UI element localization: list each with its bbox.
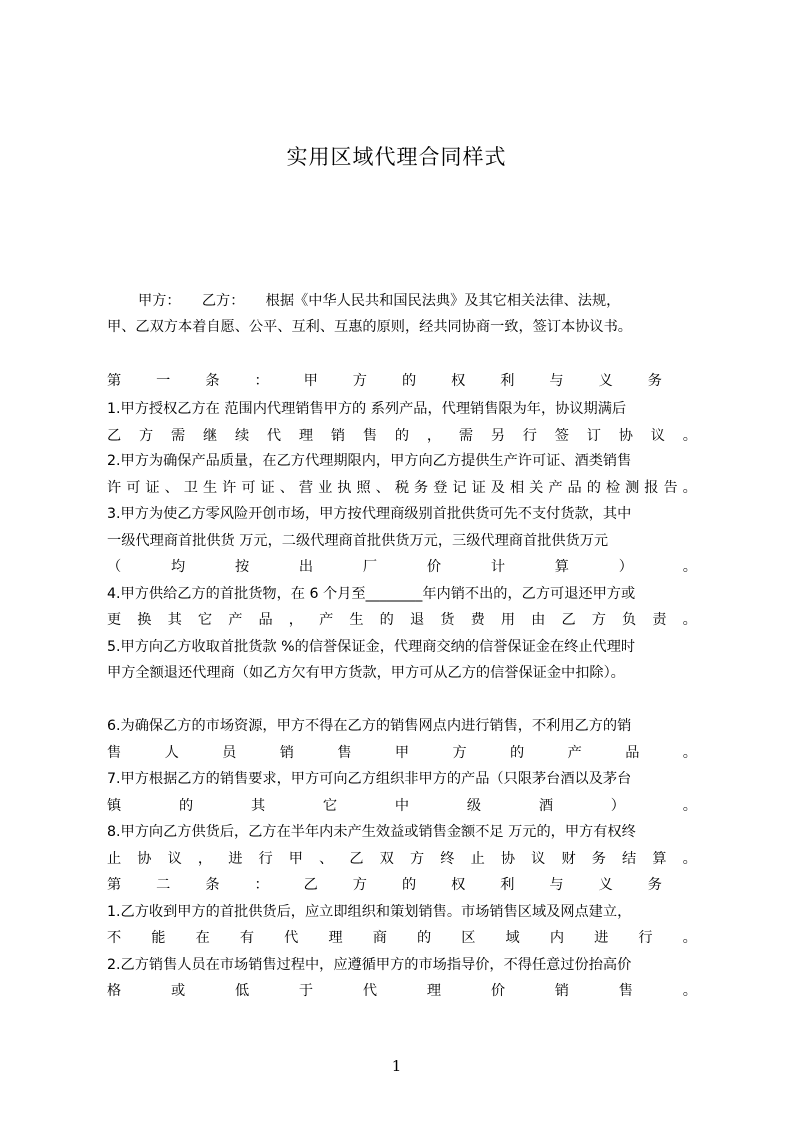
text-char: 。 [682, 983, 697, 999]
text-char: 利 [500, 373, 515, 389]
clause-line: 2.甲方为确保产品质量，在乙方代理期限内，甲方向乙方提供生产许可证、酒类销售 [107, 453, 632, 469]
text-char: 销 [279, 745, 294, 761]
text-char: 用 [500, 612, 516, 628]
text-char: 代 [266, 428, 282, 444]
text-char: 售 [107, 745, 122, 761]
text-char: 价 [426, 559, 442, 575]
document-title: 实用区域代理合同样式 [286, 145, 507, 169]
text-char: 的 [586, 480, 601, 496]
text-char: 第 [107, 877, 122, 893]
clause-line: 甲方全额退还代理商（如乙方欠有甲方货款，甲方可从乙方的信誉保证金中扣除）。 [107, 665, 625, 681]
text-char: 方 [138, 428, 154, 444]
text-char: 镇 [107, 798, 122, 814]
text-char: 测 [625, 480, 640, 496]
text-char: 证 [260, 480, 275, 496]
text-char: 于 [298, 983, 314, 999]
text-char: 的 [178, 798, 194, 814]
text-char: 能 [151, 930, 166, 946]
text-char: 、 [164, 480, 179, 496]
text-char: 。 [682, 428, 697, 444]
text-char: 代 [284, 930, 299, 946]
text-char: 照 [356, 480, 371, 496]
text-char: 与 [549, 373, 564, 389]
text-char: 产 [548, 480, 563, 496]
text-char: 销 [330, 428, 346, 444]
clause-line: 4.甲方供给乙方的首批货物，在 6 个月至________年内销不出的，乙方可退还甲方或 [107, 586, 636, 602]
clause-line [107, 926, 697, 950]
text-char: 议 [167, 851, 182, 867]
clause-line: 7.甲方根据乙方的销售要求，甲方可向乙方组织非甲方的产品（只限茅台酒以及茅台 [107, 771, 632, 787]
text-char: 格 [107, 983, 122, 999]
text-char: 人 [164, 745, 179, 761]
text-char: 终 [440, 851, 455, 867]
text-char: 方 [352, 877, 367, 893]
text-char: 务 [591, 851, 606, 867]
text-char: 销 [554, 983, 569, 999]
text-char: 议 [650, 428, 665, 444]
text-char: 的 [379, 612, 394, 628]
text-char: 品 [567, 480, 582, 496]
text-char: 负 [622, 612, 637, 628]
text-char: 行 [258, 851, 273, 867]
text-char: 中 [394, 798, 410, 814]
text-char: 品 [625, 745, 640, 761]
text-char: 它 [197, 612, 213, 628]
text-char: 执 [337, 480, 352, 496]
text-char: 退 [409, 612, 425, 628]
text-char: 检 [605, 480, 621, 496]
text-char: 证 [145, 480, 160, 496]
text-char: 进 [594, 930, 609, 946]
text-char: 止 [107, 851, 122, 867]
clause-line: 8.甲方向乙方供货后，乙方在半年内未产生效益或销售金额不足 万元的，甲方有权终 [107, 824, 636, 840]
text-char: 、 [279, 480, 294, 496]
text-char: 。 [682, 930, 697, 946]
text-char: 生 [349, 612, 364, 628]
text-char: 或 [170, 983, 186, 999]
text-char: 售 [362, 428, 378, 444]
text-char: 、 [319, 851, 334, 867]
clause-line [107, 979, 697, 1003]
text-char: 关 [529, 480, 544, 496]
clause-line [107, 476, 697, 500]
text-char: 财 [561, 851, 576, 867]
text-char: 费 [470, 612, 485, 628]
text-char: 相 [509, 480, 525, 496]
clause-line [107, 794, 697, 818]
text-char: 继 [202, 428, 218, 444]
text-char: （ [107, 559, 122, 575]
clause-line [107, 555, 697, 579]
text-char: 由 [531, 612, 546, 628]
text-char: ， [426, 428, 442, 444]
text-char: 甲 [394, 745, 410, 761]
text-char: 厂 [362, 559, 378, 575]
text-char: 乙 [561, 612, 576, 628]
clause-line [107, 847, 697, 871]
article-1-heading [107, 369, 697, 393]
text-char: 许 [222, 480, 237, 496]
text-char: 。 [682, 480, 697, 496]
text-char: 域 [505, 930, 520, 946]
text-char: 按 [234, 559, 250, 575]
text-char: 方 [591, 612, 606, 628]
text-char: 理 [328, 930, 343, 946]
text-char: 需 [458, 428, 474, 444]
text-char: 不 [107, 930, 122, 946]
text-char: 协 [500, 851, 516, 867]
text-char: 内 [549, 930, 565, 946]
text-char: 务 [414, 480, 429, 496]
text-char: 其 [167, 612, 182, 628]
clause-line [107, 741, 697, 765]
text-char: 营 [298, 480, 314, 496]
text-char: 产 [228, 612, 243, 628]
text-char: 。 [682, 798, 697, 814]
clause-line: 6.为确保乙方的市场资源，甲方不得在乙方的销售网点内进行销售，不利用乙方的销 [107, 718, 632, 734]
text-char: 义 [598, 877, 613, 893]
text-char: 签 [554, 428, 569, 444]
clause-line: 1.乙方收到甲方的首批供货后，应立即组织和策划销售。市场销售区域及网点建立， [107, 904, 632, 920]
text-char: 方 [409, 851, 425, 867]
text-char: 酒 [538, 798, 554, 814]
text-char: 其 [250, 798, 266, 814]
preamble-line: 甲方： 乙方： 根据《中华人民共和国民法典》及其它相关法律、法规， [138, 293, 621, 309]
text-char: 。 [682, 851, 697, 867]
text-char: 售 [618, 983, 633, 999]
text-char: 另 [490, 428, 506, 444]
text-char: 议 [531, 851, 546, 867]
text-char: 商 [372, 930, 387, 946]
text-char: 甲 [288, 851, 303, 867]
page-number: 1 [391, 1057, 402, 1075]
text-char: 计 [490, 559, 506, 575]
text-char: 二 [156, 877, 171, 893]
text-char: 甲 [303, 373, 318, 389]
text-char: 证 [471, 480, 486, 496]
text-char: 权 [451, 877, 466, 893]
text-char: 条 [205, 877, 220, 893]
text-char: 及 [490, 480, 505, 496]
text-char: 许 [107, 480, 122, 496]
clause-line: 2.乙方销售人员在市场销售过程中，应遵循甲方的市场指导价，不得任意过份抬高价 [107, 957, 632, 973]
text-char: 代 [362, 983, 378, 999]
text-char: 乙 [107, 428, 122, 444]
clause-line [107, 424, 697, 448]
text-char: 在 [195, 930, 210, 946]
text-char: 行 [522, 428, 537, 444]
text-char: 理 [298, 428, 314, 444]
text-char: ） [610, 798, 625, 814]
text-char: 与 [549, 877, 564, 893]
text-char: 的 [510, 745, 525, 761]
text-char: 双 [379, 851, 394, 867]
text-char: 续 [234, 428, 250, 444]
text-char: 货 [440, 612, 455, 628]
text-char: 售 [337, 745, 352, 761]
text-char: 乙 [303, 877, 318, 893]
text-char: 需 [170, 428, 186, 444]
text-char: 记 [452, 480, 467, 496]
text-char: 均 [170, 559, 186, 575]
text-char: 员 [222, 745, 237, 761]
text-char: 产 [319, 612, 334, 628]
text-char: 条 [205, 373, 220, 389]
clause-line: 5.甲方向乙方收取首批货款 %的信誉保证金，代理商交纳的信誉保证金在终止代理时 [107, 639, 636, 655]
text-char: 它 [322, 798, 338, 814]
text-char: 区 [461, 930, 476, 946]
text-char: 进 [228, 851, 243, 867]
text-char: 的 [394, 428, 410, 444]
text-char: 止 [470, 851, 485, 867]
text-char: 理 [426, 983, 442, 999]
text-char: 利 [500, 877, 515, 893]
text-char: 协 [137, 851, 152, 867]
text-char: 有 [239, 930, 255, 946]
text-char: 订 [586, 428, 601, 444]
text-char: 义 [598, 373, 613, 389]
clause-line: 3.甲方为使乙方零风险开创市场，甲方按代理商级别首批供货可先不支付货款，其中 [107, 506, 632, 522]
text-char: 。 [682, 745, 697, 761]
text-char: ： [254, 373, 269, 389]
text-char: 务 [647, 877, 662, 893]
text-char: ） [618, 559, 633, 575]
text-char: 的 [416, 930, 432, 946]
text-char: 算 [554, 559, 569, 575]
text-char: 品 [258, 612, 273, 628]
text-char: 税 [394, 480, 410, 496]
text-char: 级 [466, 798, 482, 814]
text-char: 务 [647, 373, 662, 389]
text-char: 价 [490, 983, 506, 999]
text-char: 方 [352, 373, 367, 389]
text-char: ： [254, 877, 269, 893]
text-char: 业 [318, 480, 333, 496]
text-char: 的 [401, 373, 417, 389]
text-char: 结 [622, 851, 637, 867]
text-char: 产 [567, 745, 582, 761]
text-char: 一 [156, 373, 171, 389]
text-char: 算 [652, 851, 667, 867]
text-char: 低 [234, 983, 250, 999]
text-char: 换 [137, 612, 152, 628]
text-char: 可 [126, 480, 141, 496]
text-char: 告 [663, 480, 678, 496]
text-char: 的 [401, 877, 417, 893]
text-char: ， [197, 851, 213, 867]
text-char: 生 [202, 480, 218, 496]
text-char: 协 [618, 428, 633, 444]
text-char: 乙 [349, 851, 364, 867]
text-char: 。 [682, 612, 697, 628]
article-2-heading [107, 873, 697, 897]
text-char: 可 [241, 480, 256, 496]
text-char: 行 [638, 930, 653, 946]
text-char: 。 [682, 559, 697, 575]
text-char: 第 [107, 373, 122, 389]
preamble-line: 甲、乙双方本着自愿、公平、互利、互惠的原则，经共同协商一致，签订本协议书。 [107, 319, 632, 335]
text-char: 责 [652, 612, 667, 628]
text-char: 、 [375, 480, 390, 496]
clause-line [107, 608, 697, 632]
text-char: 登 [433, 480, 448, 496]
text-char: 方 [452, 745, 467, 761]
text-char: 更 [107, 612, 122, 628]
text-char: ， [288, 612, 303, 628]
text-char: 出 [298, 559, 314, 575]
clause-line: 一级代理商首批供货 万元，二级代理商首批供货万元，三级代理商首批供货万元 [107, 533, 609, 549]
clause-line: 1.甲方授权乙方在 范围内代理销售甲方的 系列产品，代理销售限为年，协议期满后 [107, 401, 627, 417]
text-char: 卫 [183, 480, 198, 496]
text-char: 报 [644, 480, 659, 496]
text-char: 权 [451, 373, 466, 389]
